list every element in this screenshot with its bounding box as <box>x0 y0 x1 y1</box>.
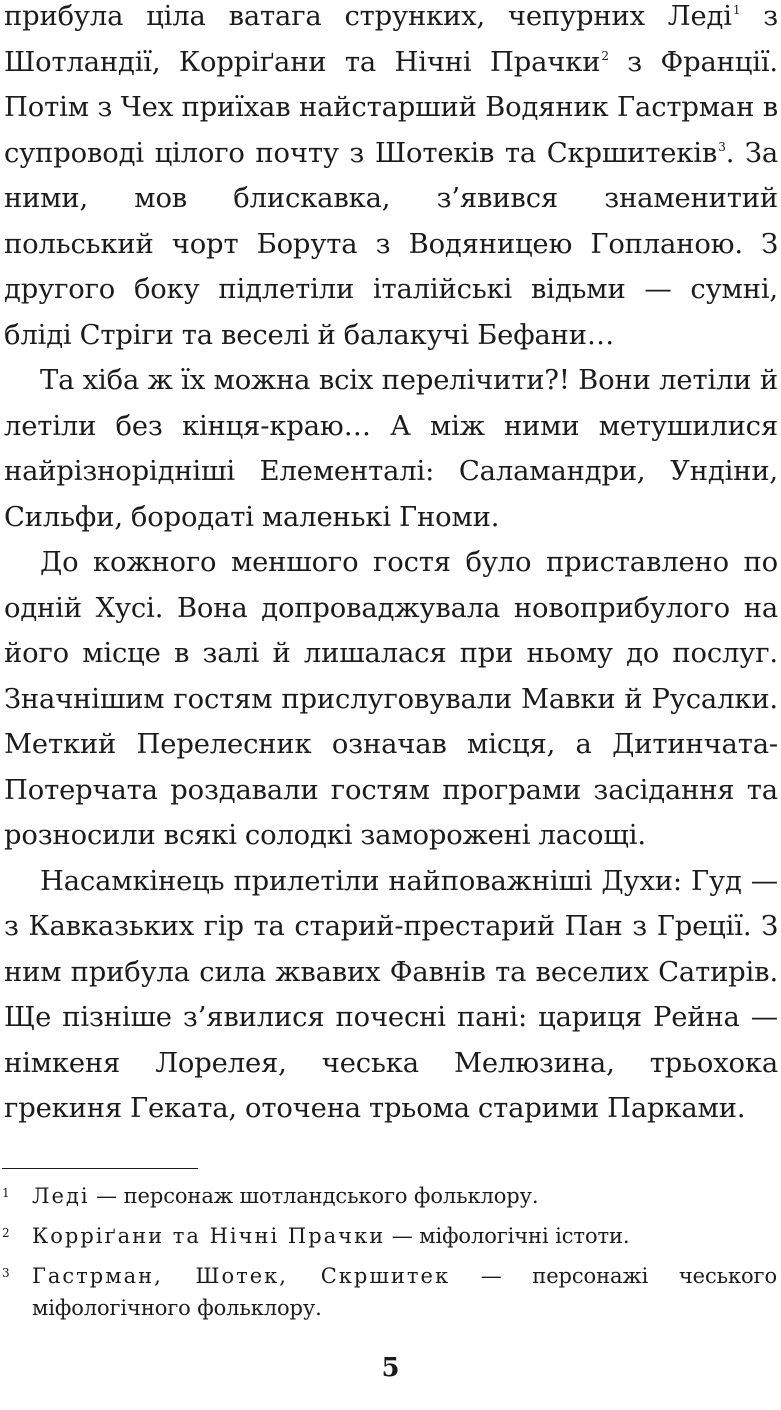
paragraph-text: прибула ціла ватага струнких, чепурних Леді <box>4 1 732 32</box>
paragraph-text: з Шотландії, Корріґани та Нічні Прачки <box>4 1 778 78</box>
footnote-number: 3 <box>2 1266 10 1280</box>
footnote-divider <box>2 1168 198 1169</box>
body-text <box>4 0 778 1132</box>
footnote <box>2 1180 777 1212</box>
paragraph <box>4 0 778 358</box>
footnote-ref[interactable]: 2 <box>601 48 609 63</box>
footnote-text: — персонажі чеського міфологічного фольклору. <box>32 1264 777 1320</box>
paragraph: До кожного меншого гостя було приставлено по одній Хусі. Вона допроваджувала новоприбулого на його місце в залі й лишалася при ньому до послуг. Значнішим гостям прислуговували Мавки й Русалки. Меткий Перелесник означав місця, а Дитинчата-Потерчата роздавали гостям програми засідання та розносили всякі солодкі заморожені ласощі. <box>4 547 778 851</box>
footnote <box>2 1220 777 1252</box>
footnote-term: Леді <box>32 1184 90 1208</box>
paragraph-text: з Франції. Потім з Чех приїхав найстарший Водяник Гастрман в супроводі цілого почту з Шотеків та Скршитеків <box>4 46 778 169</box>
paragraph-text: . За ними, мов блискавка, з’явився знаменитий польський чорт Борута з Водяницею Гопланою. З другого боку підлетіли італійські відьми — сумні, бліді Стріги та веселі й балакучі Бефани… <box>4 137 778 351</box>
page-number: 5 <box>381 1353 400 1383</box>
paragraph: Насамкінець прилетіли найповажніші Духи: Гуд — з Кавказьких гір та старий-престарий Пан з Греції. З ним прибула сила жвавих Фавнів та веселих Сатирів. Ще пізніше з’явилися почесні пані: цариця Рейна — німкеня Лорелея, чеська Мелюзина, трьохока грекиня Геката, оточена трьома старими Парками. <box>4 865 778 1124</box>
footnote <box>2 1260 777 1324</box>
footnote-term: Корріґани та Нічні Прачки <box>32 1224 386 1248</box>
footnote-term: Гастрман, Шотек, Скршитек <box>32 1264 451 1288</box>
footnote-text: — персонаж шотландського фольклору. <box>89 1184 539 1208</box>
footnote-ref[interactable]: 1 <box>732 3 741 18</box>
footnote-text: — міфологічні істоти. <box>385 1224 630 1248</box>
footnote-number: 2 <box>2 1226 10 1240</box>
footnotes <box>2 1180 777 1324</box>
footnote-number: 1 <box>2 1186 10 1200</box>
footnote-ref[interactable]: 3 <box>718 139 726 154</box>
paragraph: Та хіба ж їх можна всіх перелічити?! Вони летіли й летіли без кінця-краю… А між ними метушилися найрізнорідніші Елементалі: Саламандри, Ундіни, Сильфи, бородаті маленькі Гноми. <box>4 365 778 533</box>
